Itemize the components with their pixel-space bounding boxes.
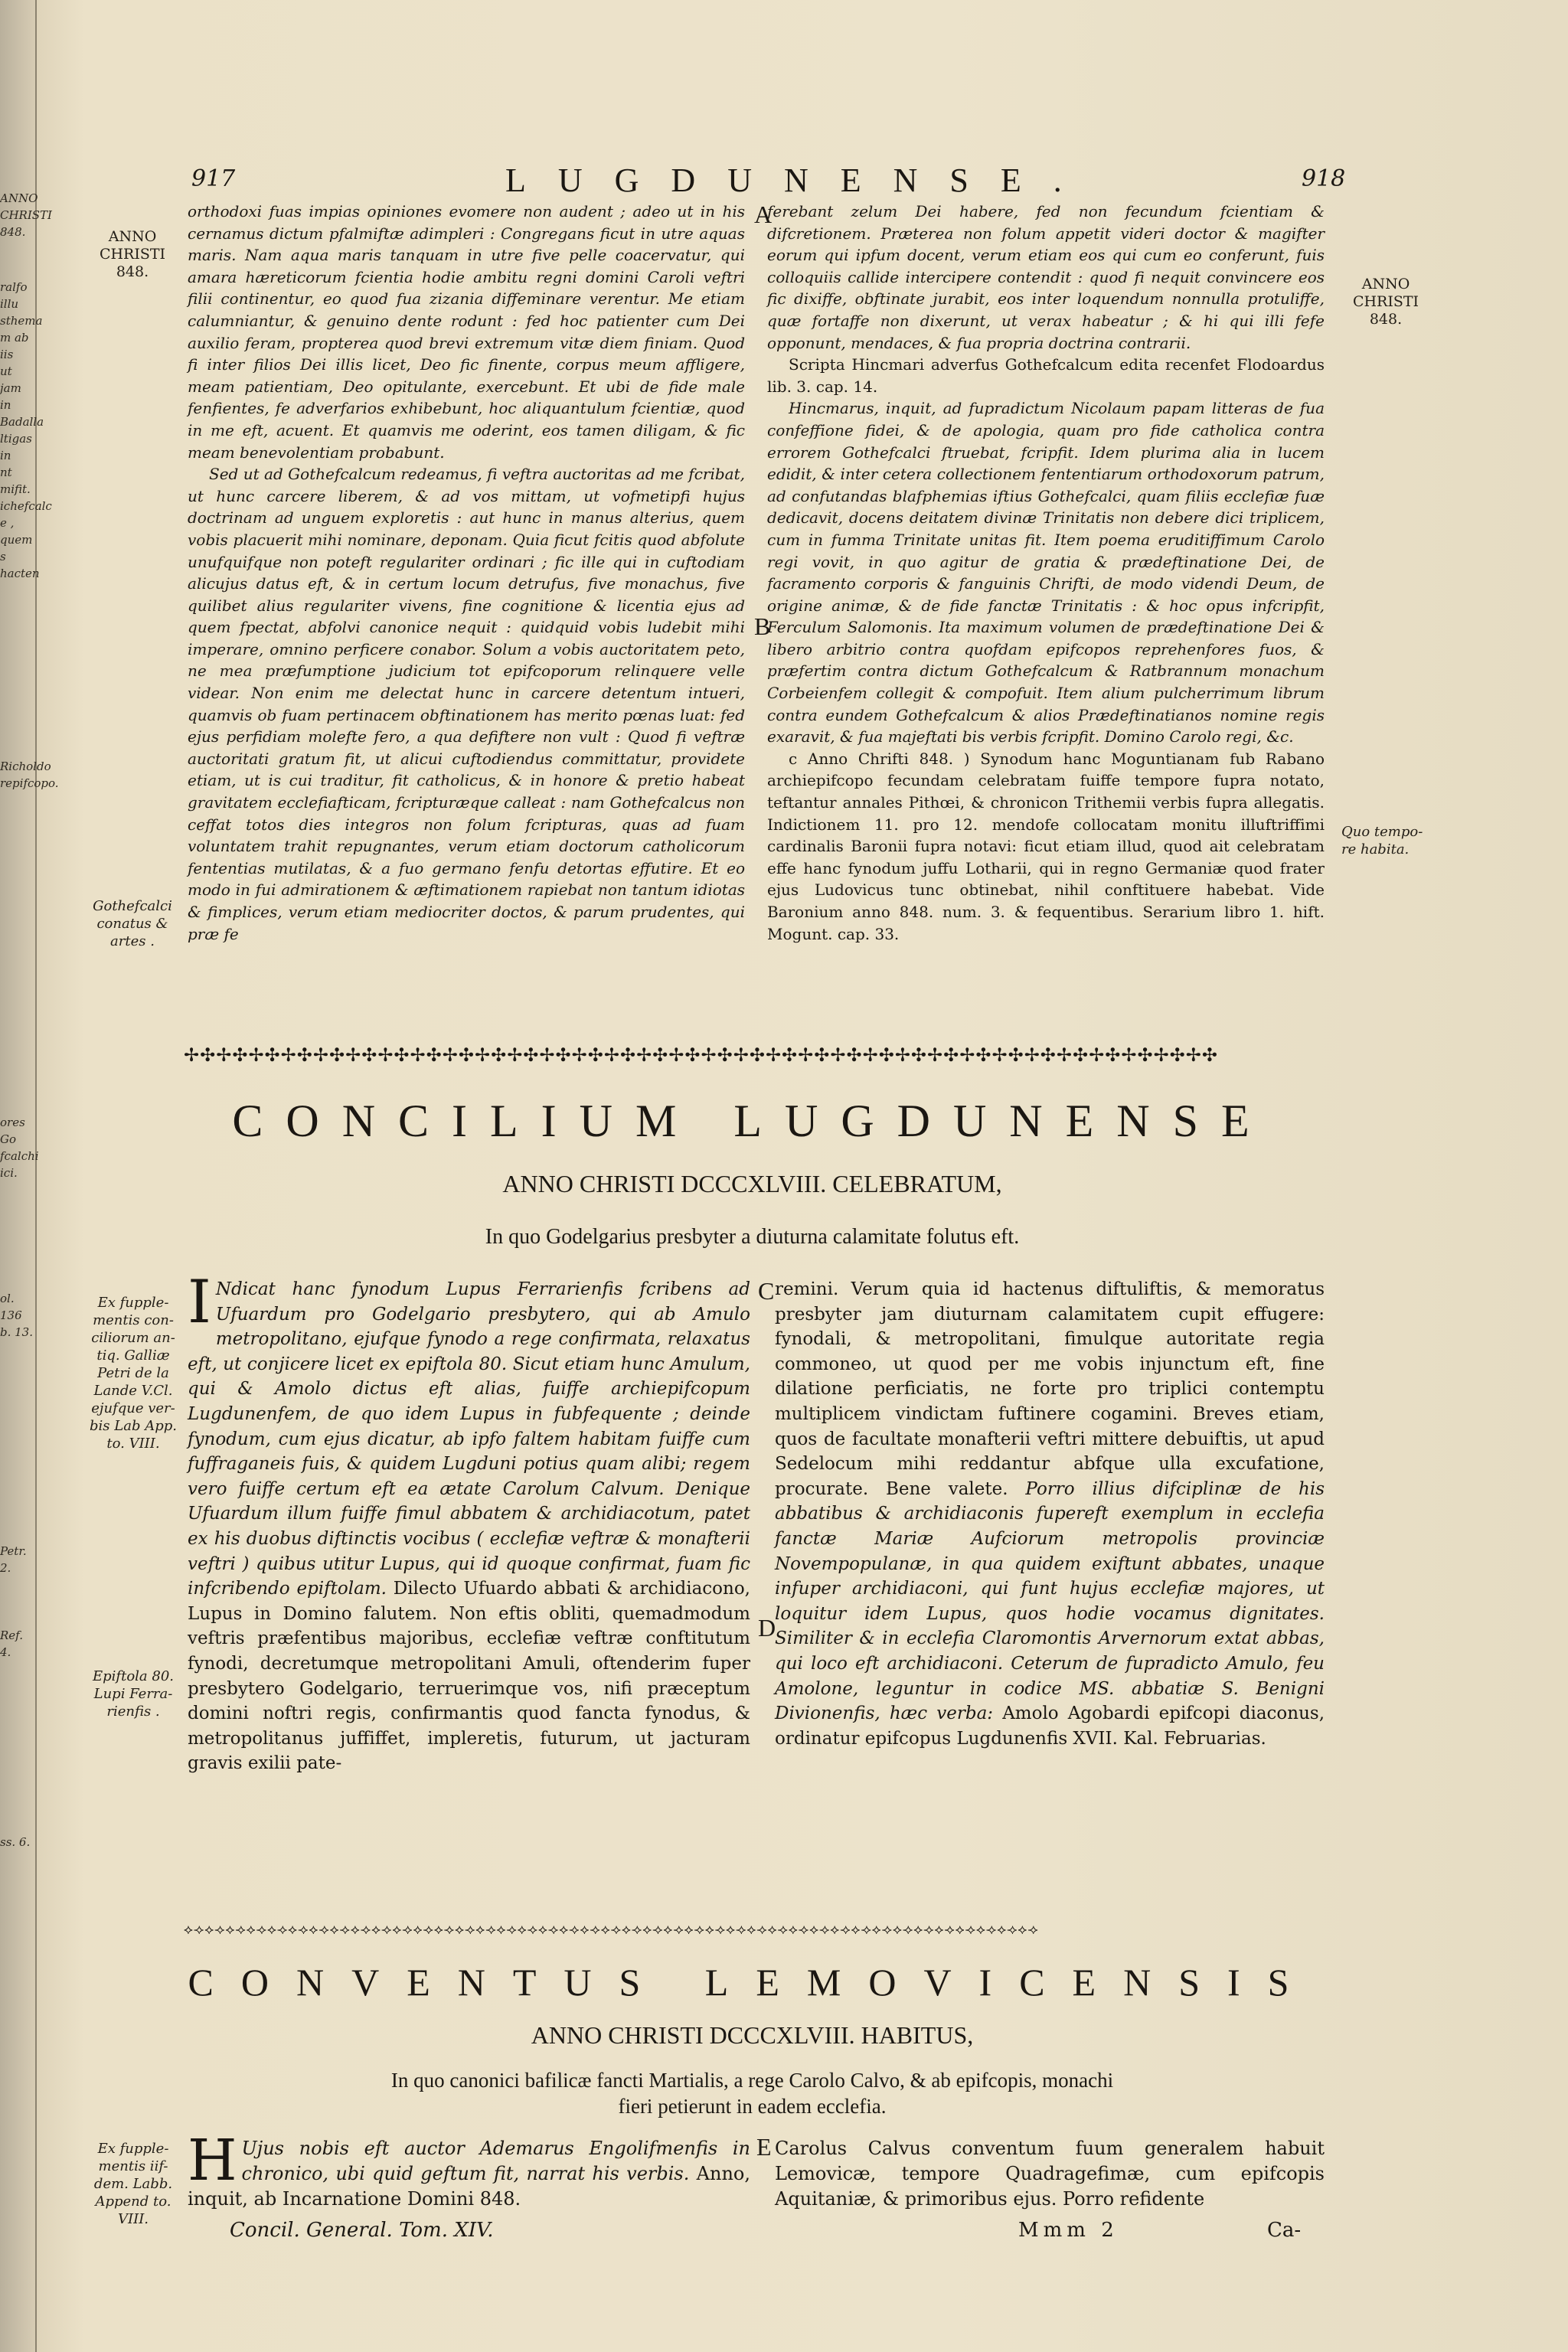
- concilium-subtitle: ANNO CHRISTI DCCCXLVIII. CELEBRATUM,: [502, 1170, 1002, 1197]
- strip-note: repifcopo.: [0, 776, 59, 790]
- paragraph: ferebant zelum Dei habere, fed non fecundum fcientiam & difcretionem. Præterea non folum appetit videri doctor & magifter eorum qui ipfum docent, verum etiam eos qui cum eo conferunt, fuis colloquiis callide intercipere contendit : quod fi nequit convincere eos fic dixiffe, obftinate jurabit, eos inter loquendum nonnulla protuliffe, quæ fortaffe non dixerunt, ut verax habeatur ; & hi qui illi fefe opponunt, mendaces, & fua propria doctrina contrarii.: [767, 202, 1325, 352]
- footer-signature: Mmm 2: [1018, 2219, 1119, 2242]
- strip-note: ichefcalc: [0, 499, 52, 513]
- paragraph: orthodoxi fuas impias opiniones evomere non audent ; adeo ut in his cernamus dictum pfalmiftæ adimpleri : Congregans ficut in utre aquas maris. Nam aqua maris tanquam in utre five pelle coacervatur, qui amara hæreticorum fcientia hodie ambitu regni domini Caroli veftri filii continentur, eo quod fua zizania diffeminare verentur. Me etiam calumniantur, & genuino dente rodunt : fed hoc patienter cum Dei auxilio feram, propterea quod brevi extremum vitæ diem finiam. Quod fi inter filios Dei illis licet, Deo fic finente, corpus meum affligere, meam patientiam, Deo opitulante, exercebunt. Et ubi de fide male fenfientes, fe adverfarios exhibebunt, hoc aliquantulum fcientiæ, quod in me eft, acuent. Et quamvis me oderint, eos tamen diligam, & fic meam benevolentiam probabunt.: [188, 202, 745, 462]
- strip-note: Petr. 2.: [0, 1544, 27, 1575]
- margin-line: dem. Labb.: [93, 2176, 173, 2192]
- margin-line: Quo tempo-: [1341, 824, 1423, 840]
- ornament-rule: ✢✣✢✣✢✣✢✣✢✣✢✣✢✣✢✣✢✣✢✣✢✣✢✣✢✣✢✣✢✣✢✣✢✣✢✣✢✣✢✣✢✣✢✣✢✣✢✣✢✣✢✣✢✣✢✣✢✣✢✣✢✣✢✣: [184, 1044, 1218, 1066]
- right-page-number: 918: [1302, 165, 1346, 192]
- strip-note: fcalchi: [0, 1149, 39, 1163]
- margin-line: Epiftola 80.: [93, 1668, 174, 1684]
- margin-line: Ex fupple-: [97, 2141, 169, 2157]
- margin-line: rienfis .: [106, 1704, 160, 1720]
- section-letter-a: A: [754, 201, 773, 228]
- strip-note: in Badalla: [0, 398, 44, 429]
- codex-quote: Amolo Agobardi epifcopi diaconus, ordinatur epifcopus Lugdunenfis XVII. Kal. Februarias.: [775, 1704, 1325, 1749]
- paragraph: Sed ut ad Gothefcalcum redeamus, fi veftra auctoritas ad me fcribat, ut hunc carcere liberem, & ad vos mittam, ut vofmetipfi hujus doctrinam ad unguem exploretis : aut hunc in manus alterius, quem vobis placuerit mihi nominare, deponam. Quia ficut fcitis quod abfolute unufquifque non poteft regulariter ordinari ; fic ille qui in cuftodiam alicujus datus eft, & in certum locum detrufus, five monachus, five quilibet alius regulariter vivens, fine cognitione & licentia ejus ad quem fpectat, abfolvi canonice nequit : quidquid vobis ludebit mihi imperare, omnino perficere conabor. Solum a vobis auctoritatem peto, ne mea præfumptione judicium tot epifcoporum relinquere velle videar. Non enim me delectat hunc in carcere detentum intueri, quamvis ob fuam pertinacem obftinationem has merito pœnas luat: fed ejus perfidiam molefte fero, a qua defiftere non vult : Quod fi veftræ auctoritati gratum fit, ut alicui cuftodiendus committatur, providete etiam, ut is cui traditur, fit catholicus, & in honore & pretio habeat gravitatem ecclefiafticam, fcripturæque calleat : nam Gothefcalcus non ceffat totos dies integros non folum fcripturas, quas ad fuam voluntatem trahit repugnantes, verum etiam doctorum catholicorum fententias mutilatas, & a fuo germano fenfu detortas effutire. Et eo modo in fui admirationem & æftimationem rapiebat non tantum idiotas & fimplices, verum etiam mediocriter doctos, & parum prudentes, qui præ fe: [188, 465, 745, 943]
- strip-note: e , quem: [0, 516, 33, 547]
- conventus-subtitle: ANNO CHRISTI DCCCXLVIII. HABITUS,: [531, 2021, 974, 2049]
- letter-text: Dilecto Ufuardo abbati & archidiacono, Lupus in Domino falutem. Non eftis obliti, quemadmodum veftris præfentibus majoribus, ecclefiæ veftræ conftitutum fynodi, decretumque metropolitani Amuli, oftenderim fuper presbytero Godelgario, terruerimque vos, nifi præceptum domini noftri regis, confirmantis quod fancta fynodus, & metropolitanus juffiffet, impleretis, futurum, ut jacturam gravis exilii pate-: [188, 1579, 750, 1774]
- margin-line: Ex fupple-: [97, 1295, 169, 1311]
- ornament-rule: ⟡⟢⟡⟢⟡⟢⟡⟢⟡⟢⟡⟢⟡⟢⟡⟢⟡⟢⟡⟢⟡⟢⟡⟢⟡⟢⟡⟢⟡⟢⟡⟢⟡⟢⟡⟢⟡⟢⟡⟢⟡⟢⟡⟢⟡⟢⟡⟢⟡⟢⟡⟢⟡⟢⟡⟢⟡⟢⟡⟢⟡⟢⟡⟢⟡⟢⟡⟢⟡⟢⟡⟢⟡⟢⟡⟢⟡⟢⟡⟢⟡⟢: [184, 1921, 1039, 1938]
- margin-line: ejufque ver-: [91, 1400, 175, 1416]
- conventus-title: CONVENTUS LEMOVICENSIS: [188, 1961, 1317, 2004]
- margin-line: CHRISTI: [1352, 293, 1419, 310]
- strip-note: nt mifit.: [0, 466, 31, 496]
- left-page-number: 917: [191, 165, 236, 192]
- description-line: fieri petierunt in eadem ecclefia.: [618, 2095, 887, 2118]
- section-letter-d: D: [758, 1614, 776, 1642]
- page-header: [184, 161, 1363, 207]
- margin-line: Lupi Ferra-: [93, 1686, 173, 1702]
- strip-note: ut jam: [0, 364, 21, 395]
- margin-line: 848.: [116, 263, 149, 280]
- margin-anno-left: [83, 228, 182, 281]
- margin-line: conatus &: [96, 916, 168, 932]
- strip-note-group-5: [0, 1543, 34, 1576]
- margin-gothescalci: [83, 897, 182, 950]
- paragraph: Hincmarus, inquit, ad fupradictum Nicolaum papam litteras de fua confeffione fidei, & de apologia, quam pro fide catholica contra errorem Gothefcalci ftruebat, fcripfit. Idem plurima alia in lucem edidit, & inter cetera collectionem fententiarum orthodoxorum patrum, ad confutandas blafphemias iftius Gothefcalci, quam filiis ecclefiæ fuæ dedicavit, docens deitatem divinæ Trinitatis non debere dici triplicem, cum in fumma Trinitate unitas fit. Item poema eruditiffimum Carolo regi vovit, in quo agitur de gratia & prædeftinatione Dei, de facramento corporis & fanguinis Chrifti, de modo videndi Deum, de origine animæ, & de fide fanctæ Trinitatis : & hoc opus infcripfit, Ferculum Salomonis. Ita maximum volumen de prædeftinatione Dei & libero arbitrio contra quofdam epifcopos reprehenfores fuos, & præfertim contra dictum Gothefcalcum & Ratbrannum monachum Corbeienfem collegit & compofuit. Item alium pulcherrimum librum contra eundem Gothefcalcum & alios Prædeftinatianos nomine regis exaravit, & fua majeftati bis verbis fcripfit. Domino Carolo regi, &c.: [767, 399, 1325, 746]
- section-letter-e: E: [756, 2133, 772, 2161]
- margin-line: Petri de la: [97, 1365, 169, 1381]
- concilium-title: CONCILIUM LUGDUNENSE: [232, 1096, 1272, 1146]
- concilium-left-column: [188, 1268, 750, 1905]
- strip-note: ralfo illu: [0, 280, 28, 311]
- margin-line: Gothefcalci: [93, 898, 172, 914]
- margin-line: tiq. Galliæ: [96, 1348, 170, 1364]
- commentary-text: Porro illius difciplinæ de his abbatibus & archidiaconis fupereft exemplum in ecclefia fanctæ Mariæ Aufciorum metropolis provinciæ Novempopulanæ, in qua quidem exiftunt abbates, unaque infuper archidiaconi, qui funt hujus ecclefiæ majores, ut loquitur idem Lupus, quos hodie vocamus dignitates. Similiter & in ecclefia Claromontis Arvernorum extat abbas, qui loco eft archidiaconi. Ceterum de fupradicto Amulo, feu Amolone, leguntur in codice MS. abbatiæ S. Benigni Divionenfis, hæc verba:: [775, 1478, 1325, 1724]
- margin-line: Lande V.Cl.: [93, 1383, 173, 1399]
- running-title: LUGDUNENSE.: [505, 162, 1094, 199]
- margin-line: mentis con-: [93, 1312, 174, 1328]
- strip-note: 848.: [0, 225, 26, 239]
- concilium-intro-text: Ndicat hanc fynodum Lupus Ferrarienfis fcribens ad Ufuardum pro Godelgario presbytero, qui ab Amulo metropolitano, ejufque fynodo a rege confirmata, relaxatus eft, ut conjicere licet ex epiftola 80. Sicut etiam hunc Amulum, qui & Amolo dictus eft alias, fuiffe archiepifcopum Lugdunenfem, de quo idem Lupus in fubfequente ; deinde fynodum, cum ejus dicatur, ab ipfo faltem habitam fuiffe cum fuffraganeis fuis, & quidem Lugduni potius quam alibi; regem vero fuiffe certum eft ea ætate Carolum Calvum. Denique Ufuardum illum fuiffe fimul abbatem & archidiacotum, patet ex his duobus diftinctis vocibus ( ecclefiæ veftræ & monafterii veftri ) quibus utitur Lupus, qui id quoque confirmat, fuam fic infcribendo epiftolam.: [188, 1279, 750, 1599]
- strip-note-group-4: [0, 1290, 34, 1341]
- margin-epistola: [83, 1668, 184, 1720]
- margin-line: 848.: [1369, 311, 1403, 328]
- margin-ex-supplementis: [83, 1294, 184, 1452]
- strip-note: m ab iis: [0, 331, 29, 361]
- margin-line: re habita.: [1341, 841, 1410, 858]
- letter-text: remini. Verum quia id hactenus diftuliftis, & memoratus presbyter jam diuturnam calamitatem cupit effugere: fynodali, & metropolitani, fimulque autoritate regia commoneo, ut quod per me vobis injunctum eft, fine dilatione perficiatis, ne forte pro triplici contemptu multiplicem vindictam fuftinere cogamini. Breves etiam, quos de facultate monafterii veftri mittere debuiftis, ut apud Sedelocum mihi reddantur abfque ulla excufatione, procurate. Bene valete.: [775, 1279, 1325, 1499]
- top-left-column: [188, 201, 745, 1024]
- conventus-description: [184, 2067, 1321, 2119]
- margin-line: CHRISTI: [99, 246, 166, 263]
- dropcap-letter: I: [188, 1268, 211, 1337]
- paragraph: Scripta Hincmari adverfus Gothefcalcum edita recenfet Flodoardus lib. 3. cap. 14.: [767, 355, 1325, 396]
- margin-quo-tempore: [1341, 823, 1441, 858]
- margin-line: to. VIII.: [106, 1436, 160, 1452]
- strip-note: b. 13.: [0, 1325, 33, 1339]
- strip-note: ol. 136: [0, 1292, 22, 1322]
- conventus-right-column: [775, 2136, 1325, 2222]
- strip-note: Ref. 4.: [0, 1628, 23, 1659]
- footer-catchword: Ca-: [1267, 2219, 1302, 2242]
- description-line: In quo canonici bafilicæ fancti Martialis, a rege Carolo Calvo, & ab epifcopis, monachi: [390, 2069, 1114, 2092]
- strip-note-group-6: [0, 1627, 34, 1661]
- margin-line: bis Lab App.: [90, 1418, 177, 1434]
- strip-note: ANNO: [0, 191, 38, 205]
- strip-note: ltigas in: [0, 432, 32, 462]
- strip-note: ores Go: [0, 1116, 25, 1146]
- margin-line: artes .: [110, 933, 155, 949]
- chronicle-quote: Anno, inquit, ab Incarnatione Domini 848.: [188, 2163, 750, 2210]
- strip-note: CHRISTI: [0, 208, 52, 222]
- concilium-description: In quo Godelgarius presbyter a diuturna calamitate folutus eft.: [485, 1225, 1020, 1249]
- margin-anno-right: [1336, 276, 1436, 328]
- margin-line: mentis iif-: [98, 2158, 168, 2174]
- margin-line: ciliorum an-: [91, 1330, 175, 1346]
- margin-line: VIII.: [117, 2211, 149, 2227]
- top-right-column: [767, 201, 1325, 1024]
- section-letter-c: C: [758, 1277, 775, 1305]
- strip-note-group-2: [0, 758, 59, 792]
- margin-line: ANNO: [1361, 276, 1410, 292]
- margin-line: Append to.: [95, 2194, 172, 2210]
- concilium-right-column: [775, 1277, 1325, 1905]
- dropcap-letter: H: [188, 2128, 237, 2194]
- strip-note: Richoldo: [0, 760, 51, 773]
- strip-note-group-1: [0, 190, 52, 582]
- strip-note: s hacten: [0, 550, 40, 580]
- strip-note: ici.: [0, 1166, 18, 1180]
- strip-note-group-7: [0, 1834, 34, 1851]
- strip-note: ss. 6.: [0, 1835, 31, 1849]
- conventus-left-column: [188, 2128, 750, 2222]
- margin-line: ANNO: [108, 228, 157, 245]
- paragraph: c Anno Chrifti 848. ) Synodum hanc Moguntianam fub Rabano archiepifcopo fecundam celebratam fuiffe tempore fupra notato, teftantur annales Pithœi, & chronicon Trithemii verbis fupra allegatis. Indictionem 11. pro 12. mendofe collocatam monitu illuftriffimi cardinalis Baronii fupra notavi: ficut etiam illud, quod ait celebratam effe hanc fynodum juffu Lotharii, qui in regno Germaniæ quod frater ejus Ludovicus tunc obtinebat, nihil conftituere habebat. Vide Baronium anno 848. num. 3. & fequentibus. Serarium libro 1. hift. Mogunt. cap. 33.: [767, 749, 1325, 943]
- section-letter-b: B: [754, 612, 771, 640]
- chronicle-quote: Carolus Calvus conventum fuum generalem habuit Lemovicæ, tempore Quadragefimæ, cum epifcopis Aquitaniæ, & primoribus ejus. Porro refidente: [775, 2138, 1325, 2210]
- conventus-intro-text: Ujus nobis eft auctor Ademarus Engolifmenfis in chronico, ubi quid geftum fit, narrat his verbis.: [241, 2138, 750, 2184]
- footer-volume: Concil. General. Tom. XIV.: [230, 2219, 494, 2242]
- strip-note-group-3: [0, 1114, 39, 1181]
- strip-note: sthema: [0, 314, 43, 328]
- margin-ex-supplementis-2: [83, 2140, 184, 2228]
